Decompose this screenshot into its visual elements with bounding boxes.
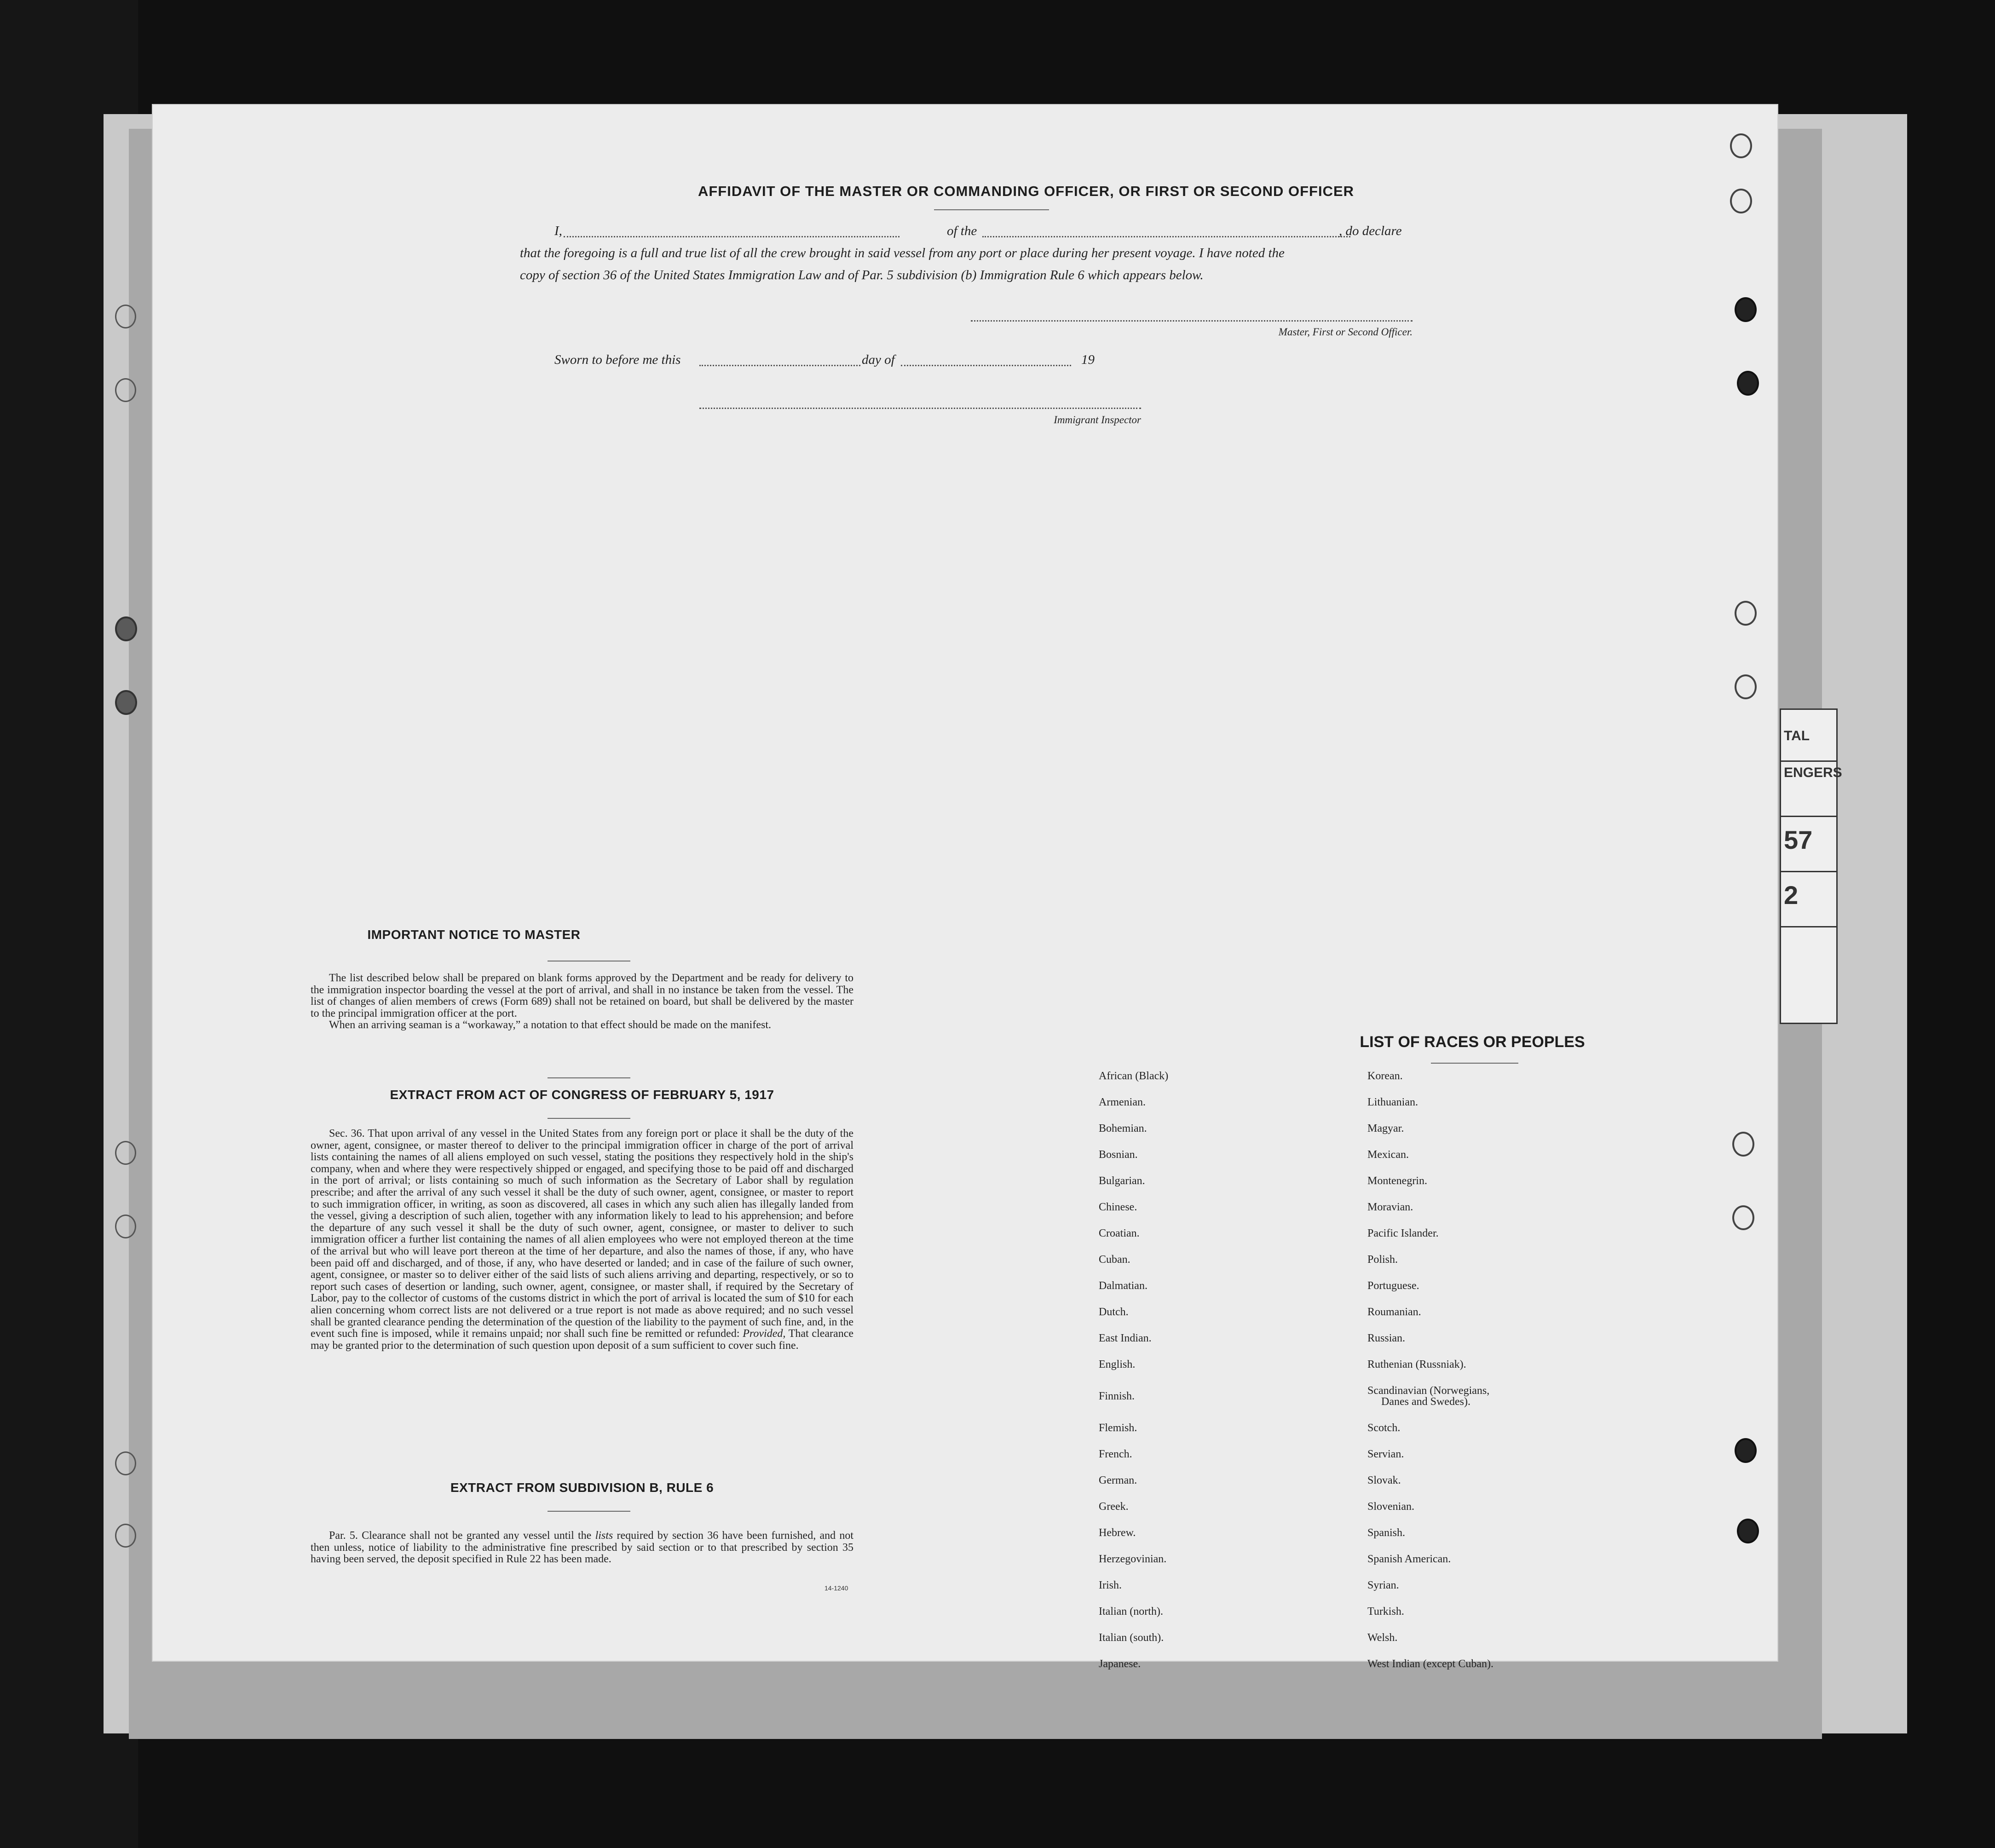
race-item: West Indian (except Cuban). [1367,1658,1493,1670]
binder-hole-icon [1737,371,1759,396]
race-item: Slovak. [1367,1474,1401,1486]
binder-hole-icon [115,616,137,641]
binder-hole-icon [115,1451,136,1475]
race-item: Korean. [1367,1070,1403,1082]
race-item: Armenian. [1099,1096,1146,1108]
binder-hole-icon [1730,133,1752,158]
race-item: Dutch. [1099,1306,1129,1318]
affidavit-declare: , do declare [1339,224,1402,238]
race-item: Dalmatian. [1099,1280,1147,1292]
race-item-continued: Danes and Swedes). [1381,1396,1470,1408]
race-item: German. [1099,1474,1137,1486]
race-item: Scandinavian (Norwegians, [1367,1385,1490,1397]
binder-hole-icon [1735,1438,1757,1463]
provided-term: Provided, [743,1328,786,1340]
sworn-month-blank [901,365,1071,366]
notice-paragraph-1: The list described below shall be prepared on blank forms approved by the Department and be ready for delivery to the immigration inspector boarding the vessel at the port of arrival, and shall in no instance be taken from the vessel. The list of changes of alien members of crews (Form 689) shall not be retained on board, but shall be delivered by the master to the principal immigration officer at the port. [311,972,853,1019]
act-extract-title: EXTRACT FROM ACT OF CONGRESS OF FEBRUARY 5, 1917 [390,1088,774,1102]
sworn-label: Sworn to before me this [554,352,681,367]
race-item: Slovenian. [1367,1501,1414,1513]
race-item: Hebrew. [1099,1527,1136,1539]
binder-hole-icon [1732,1132,1754,1157]
race-item: Spanish American. [1367,1553,1451,1565]
day-of-label: day of [862,352,895,367]
rule-extract-title: EXTRACT FROM SUBDIVISION B, RULE 6 [450,1480,714,1495]
binder-hole-icon [115,378,136,402]
affidavit-i-label: I, [554,224,562,238]
year-label: 19 [1081,352,1095,367]
binder-hole-icon [115,690,137,715]
background-tally-stub [1780,708,1842,1024]
race-item: Turkish. [1367,1606,1404,1618]
par-5-body-end: required by section 36 have been furnished, and not then unless, notice of liability to the administrative fine prescribed by said section or to that prescribed by section 35 having been served, the deposit specified in Rule 22 has been made. [311,1530,854,1566]
binder-hole-icon [1737,1519,1759,1543]
inspector-signature-line [699,408,1141,409]
binder-hole-icon [115,1141,136,1165]
section-36-text [311,1128,853,1352]
race-item: Polish. [1367,1254,1398,1266]
race-item: Italian (south). [1099,1632,1164,1644]
race-item: Flemish. [1099,1422,1137,1434]
race-item: Roumanian. [1367,1306,1421,1318]
race-item: Herzegovinian. [1099,1553,1167,1565]
binder-hole-icon [1735,674,1757,699]
notice-title: IMPORTANT NOTICE TO MASTER [367,927,581,942]
binder-hole-icon [1735,601,1757,626]
race-item: Scotch. [1367,1422,1401,1434]
race-item: Ruthenian (Russniak). [1367,1359,1466,1370]
race-item: Irish. [1099,1579,1122,1591]
vessel-blank [982,236,1350,237]
race-item: Cuban. [1099,1254,1130,1266]
race-item: Pacific Islander. [1367,1227,1439,1239]
affidavit-of-the-label: of the [947,224,977,238]
stub-text: ENGERS [1784,765,1842,780]
race-item: Greek. [1099,1501,1129,1513]
race-item: Welsh. [1367,1632,1398,1644]
stub-text: 2 [1784,881,1799,910]
race-item: English. [1099,1359,1136,1370]
stub-text: TAL [1784,728,1810,743]
affidavit-line-3: copy of section 36 of the United States Immigration Law and of Par. 5 subdivision (b) Immigration Rule 6 which appears below. [520,268,1204,282]
section-divider [548,1077,630,1078]
race-item: Lithuanian. [1367,1096,1418,1108]
race-item: African (Black) [1099,1070,1169,1082]
par-5-body: Par. 5. Clearance shall not be granted any vessel until the [329,1530,592,1542]
manifest-page [152,104,1778,1670]
stub-divider [1781,871,1836,872]
race-item: Mexican. [1367,1149,1409,1161]
race-item: Bosnian. [1099,1149,1138,1161]
sworn-day-blank [699,365,860,366]
race-item: Montenegrin. [1367,1175,1427,1187]
affidavit-line-2: that the foregoing is a full and true list of all the crew brought in said vessel from any port or place during her present voyage. I have noted the [520,246,1285,260]
race-item: East Indian. [1099,1332,1152,1344]
lists-term: lists [595,1530,613,1542]
form-number: 14-1240 [825,1584,848,1592]
par-5-text [311,1530,853,1566]
race-item: Bohemian. [1099,1123,1147,1134]
section-36-body: That upon arrival of any vessel in the United States from any foreign port or place it shall be the duty of the owner, agent, consignee, or master thereof to deliver to the principal immigration officer in charge of the port of arrival lists containing the names of all aliens employed on such vessel, stating the positions they respectively hold in the ship's company, when and where they were respectively shipped or engaged, and specifying those to be paid off and discharged in the port of arrival; or lists containing so much of such information as the Secretary of Labor shall by regulation prescribe; and after the arrival of any such vessel it shall be the duty of such owner, agent, consignee, or master to report to such immigration officer, in writing, as soon as discovered, all cases in which any such alien has illegally landed from the vessel, giving a description of such alien, together with any information likely to lead to his apprehension; and before the departure of any such vessel it shall be the duty of such owner, agent, consignee, or master to deliver to such immigration officer a further list containing the names of all alien employees who were not employed thereon at the time of the arrival but who will leave port thereon at the time of her departure, and also the names of those, if any, who have been paid off and discharged, and of those, if any, who have deserted or landed; and in case of the failure of such owner, agent, consignee, or master so to deliver either of the said lists of such aliens arriving and departing, respectively, or so to report such cases of desertion or landing, such owner, agent, consignee, or master shall, if required by the Secretary of Labor, pay to the collector of customs of the customs district in which the port of arrival is located the sum of $10 for each alien concerning whom correct lists are not delivered or a true report is not made as above required; and no such vessel shall be granted clearance pending the determination of the question of the liability to the payment of such fine, and, in the event such fine is imposed, while it remains unpaid; nor shall such fine be remitted or refunded: [311,1128,853,1340]
binder-hole-icon [115,305,136,328]
race-item: Spanish. [1367,1527,1406,1539]
stub-divider [1781,760,1836,762]
affidavit-title: AFFIDAVIT OF THE MASTER OR COMMANDING OFFICER, OR FIRST OR SECOND OFFICER [698,183,1355,199]
binder-hole-icon [1732,1205,1754,1230]
race-item: Servian. [1367,1448,1404,1460]
notice-paragraph-2: When an arriving seaman is a “workaway,” a notation to that effect should be made on the manifest. [329,1019,771,1031]
race-item: Magyar. [1367,1123,1404,1134]
section-divider [548,1118,630,1119]
binder-hole-icon [115,1524,136,1548]
race-item: Chinese. [1099,1201,1137,1213]
race-item: Syrian. [1367,1579,1399,1591]
race-item: Russian. [1367,1332,1406,1344]
binder-hole-icon [115,1215,136,1238]
race-item: Italian (north). [1099,1606,1163,1618]
stub-divider [1781,816,1836,817]
name-blank [564,236,899,237]
signature-line [971,320,1413,322]
inspector-caption: Immigrant Inspector [1054,414,1141,426]
race-item: French. [1099,1448,1132,1460]
binder-hole-icon [1735,297,1757,322]
race-item: Croatian. [1099,1227,1140,1239]
race-item: Bulgarian. [1099,1175,1145,1187]
race-item: Japanese. [1099,1658,1141,1670]
race-item: Portuguese. [1367,1280,1419,1292]
stub-text: 57 [1784,825,1813,854]
race-item: Moravian. [1367,1201,1413,1213]
races-title: LIST OF RACES OR PEOPLES [1360,1033,1585,1051]
title-divider [934,209,1049,210]
section-label: Sec. 36. [329,1128,365,1140]
stub-divider [1781,926,1836,927]
binder-hole-icon [1730,189,1752,213]
race-item: Finnish. [1099,1390,1135,1402]
section-divider [548,1511,630,1512]
section-36-body-end: That clearance may be granted prior to the determination of such question upon deposit of a sum sufficient to cover such fine. [311,1328,853,1352]
signature-caption: Master, First or Second Officer. [1278,326,1413,338]
section-divider [1431,1063,1518,1064]
